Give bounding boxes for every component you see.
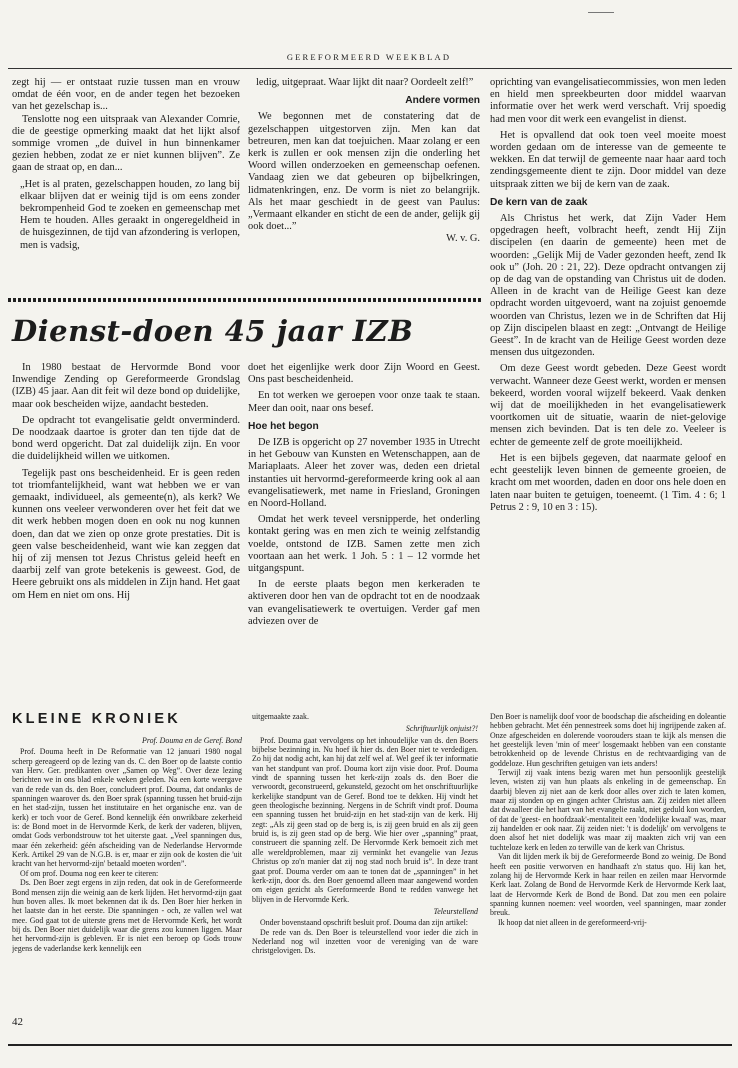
header-rule [8,68,732,69]
paragraph: Het is opvallend dat ook toen veel moeite moest worden gedaan om de interesse van de gemeente te wekken. En dat terwijl de gemeente naar haar aard toch zendingsgemeente dient te zijn. Door middel van deze uitspraak zitten we bij de kern van de zaak. [490,129,726,190]
section-heading: Hoe het begon [248,420,319,432]
paragraph: En tot werken we geroepen voor onze taak te staan. Meer dan ooit, naar ons besef. [248,390,480,414]
paragraph: Ik hoop dat niet alleen in de gereformeerd-vrij- [498,917,647,927]
decorative-divider [8,298,482,302]
izb-col2 [248,362,480,707]
paragraph: In de eerste plaats begon men kerkeraden te aktiveren door hen van de opdracht tot en de noodzaak van evangelisatiewerk te overtuigen. Verder gaf men adviezen over de [248,579,480,627]
paragraph: Onder bovenstaand opschrift besluit prof. Douma dan zijn artikel: [260,918,468,928]
kroniek-col2 [252,712,478,1012]
paragraph: Tegelijk past ons bescheidenheid. Er is geen reden tot triomfantelijkheid, want wat hebben we er van gemaakt, individueel, als gemeente(n), als kerk? We kunnen ons veeleer verwonderen over het feit dat we dit werk hebben mogen doen en ook nu nog kunnen doen, dan dat we zien op onze grote prestaties. Dit is geen valse bescheidenheid, want wie kan zeggen dat hij of zij mensen tot Jezus Christus geleid heeft en daarbij zelf van grote betekenis is geweest. God, de Heere gebruikt ons als middelen in Zijn hand. Het gaat om Hem en niet om ons. Hij [12,467,240,601]
paragraph: De IZB is opgericht op 27 november 1935 in Utrecht in het Gebouw van Kunsten en Wetenschappen, aan de Mariaplaats. Aleer het zover was, deden een drietal instanties uit hervormd-gereformeerde kring ook al aan evangelisatiewerk, met name in Friesland, Groningen en Noord-Holland. [248,437,480,510]
paragraph: ledig, uitgepraat. Waar lijkt dit naar? Oordeelt zelf!” [256,77,474,88]
paragraph: De rede van ds. Den Boer is teleurstellend voor ieder die zich in Nederland nog wil inzetten voor de vereniging van de ware christgelovigen. Ds. [252,927,478,956]
izb-col1 [12,362,240,707]
top-article-col2 [248,77,480,293]
paragraph: In 1980 bestaat de Hervormde Bond voor Inwendige Zending op Gereformeerde Grondslag (IZB) 45 jaar. Aan dit feit wil deze bond op duidelijke, maar ook bescheiden wijze, aandacht besteden. [12,362,240,410]
section-heading: Andere vormen [405,95,480,107]
paragraph: Tenslotte nog een uitspraak van Alexander Comrie, die de geestige opmerking maakt dat het lijkt alsof sommige vromen „de duivel in hun binnenkamer gezien hebben, zodat ze er niet kunnen blijven”. Ze gaan de straat op, en dan... [12,113,240,174]
paragraph: Prof. Douma gaat vervolgens op het inhoudelijke van ds. den Boers bijbelse bezinning in. Nu hoef ik hier ds. den Boer niet te verdedigen. Zo hij dat nodig acht, kan hij dat zelf wel af. Wel geef ik ter informatie van het standpunt van prof. Douma kort zijn visie door. Prof. Douma vindt de spanning tussen het kerk-zijn zoals ds. den Boer die verwoordt, geconstrueerd, gekunsteld, gezocht om het onschriftuurlijke kerkelijke standpunt van de Geref. Bond toe te dekken. Hij vindt het geen theologische bezinning. Nergens in de Schrift vindt prof. Douma een spanning tussen het bruid-zijn en het stad-zijn van de kerk. Hij zegt: „Als zij geen stad op de berg is, is zij geen bruid en als zij geen bruid is, is zij geen stad op de berg. Wie hier over „spanning” praat, construeert die spanning zelf. De Hervormde Kerk bemoeit zich met alle wereldproblemen, maar zij verminkt het evangelie van Jezus Christus op zo'n manier dat zij nog stad noch bruid is”. In deze trant gaat prof. Douma verder om aan te tonen dat de „spanningen” in het kerk-zijn, door ds. den Boer genoemd alleen maar aangewend worden om eigen gezicht als Gereformeerde Bond te redden vanwege het blijven in de Hervormde Kerk. [252,735,478,904]
paragraph: doet het eigenlijke werk door Zijn Woord en Geest. Ons past bescheidenheid. [248,362,480,386]
signature: W. v. G. [446,233,480,245]
kroniek-col3 [490,712,726,1012]
section-heading: Teleurstellend [433,906,478,916]
page-number: 42 [12,1016,23,1028]
paragraph: uitgemaakte zaak. [252,712,309,721]
top-article-col1 [12,77,240,293]
section-heading: Schriftuurlijk onjuist?! [405,724,478,734]
paragraph: Of om prof. Douma nog een keer te citeren: [20,868,159,878]
section-heading: De kern van de zaak [490,196,588,208]
paragraph: Den Boer is namelijk doof voor de boodschap die afscheiding en doleantie hebben gebracht. Met één pennestreek soms doet hij ingrijpende zaken af. Onze afgescheiden en dolerende voorouders staan te kijk als mensen die het geestelijk leven 'min of meer' losgemaakt hebben van een constante betrokkenheid op de levende Christus en de rechtvaardiging van de goddeloze. Hun geschriften getuigen van iets anders! [490,712,726,768]
paragraph: Omdat het werk teveel versnipperde, het onderling kontakt gering was en men zich te weinig zelfstandig voelde, ontstond de IZB. Samen zette men zich voortaan aan het werk. 1 Joh. 5 : 1 – 12 vormde het uitgangspunt. [248,514,480,575]
top-article-col3 [490,77,726,707]
bottom-rule [8,1044,732,1046]
paragraph: Prof. Douma heeft in De Reformatie van 12 januari 1980 nogal scherp gereageerd op de lezing van ds. C. den Boer op de laatste contio van Herv. Ger. predikanten over „Samen op Weg”. Over deze lezing berichten we in ons blad enkele weken geleden. Na een korte weergave van de rede van ds. den Boer, concludeert prof. Douma, dat ondanks de spanningen waarover ds. den Boer sprak (spanning tussen het bruid-zijn en het stad-zijn, tussen het institutaire en het organische enz. van de kerk) er toch voor de Geref. Bond kennelijk één onwrikbare zekerheid is: de Bond moet in de Hervormde Kerk, de kerk der vaderen, blijven, omdat Gods verbondstrouw tot het uiterste gaat. „Veel spanningen dus, maar één zekerheid: géén afscheiding van de Nederlandse Hervormde Kerk. Artikel 29 van de N.G.B. is er, maar er zijn ook de kosten die 'uit kracht van het hervormd-zijn' betaald moeten worden”. [12,747,242,869]
paragraph: Ds. Den Boer zegt ergens in zijn reden, dat ook in de Gereformeerde Bond mensen zijn die weinig aan de kerk lijden. Het hervormd-zijn gaat hun boven alles. Ik moet bekennen dat ik ds. Den Boer hier herken in het laatste dan in het eerste. Die spanningen - och, ze vallen wel wat mee. God gaat tot de uiterste grens met de Hervormde Kerk, het wordt bij ds. Den Boer niet duidelijk waar die grens zou kunnen liggen. Maar het hervormd-zijn is gebleven. Er is niet een beroep op Gods trouw jegens de vaderlandse kerk kennelijk een [12,878,242,953]
scan-mark [588,12,614,13]
paragraph: oprichting van evangelisatiecommissies, won men leden en hield men spreekbeurten door middel waarvan informatie over het werk werd verschaft. Vrij spoedig had men voor dit werk een evangelist in dienst. [490,77,726,125]
article-title: Dienst-doen 45 jaar IZB [12,314,414,348]
paragraph: We begonnen met de constatering dat de gezelschappen uitgestorven zijn. Men kan dat betreuren, men kan dat toejuichen. Maar zolang er een kerk is zullen er ook mensen zijn die onderling het Woord willen onderzoeken en gemeenschap oefenen. Vandaag zien we dat gebeuren op bijbelkringen, lidmatenkringen, enz. De vorm is niet zo belangrijk. Als het maar geschiedt in de geest van Paulus: „Vermaant elkander en sticht de een de ander, gelijk gij ook doet...” [248,111,480,233]
kroniek-col1 [12,733,242,1013]
paragraph: Terwijl zij vaak intens bezig waren met hun persoonlijk geestelijk leven, wisten zij van hun plaats als enkeling in de gemeenschap. En daarbij bleven zij niet aan de kerk door alles over zich te laten komen, maar zij stonden op en gingen achter Christus aan. Zij zeiden niet alleen dat dwaalleer die het hart van het evangelie raakt, niet geduld kon worden, of dat de 'geest- en hoofdzaak'-mentaliteit een 'dodelijke kwaal' was, maar zij handelden er ook naar. Zij zeiden niet: 't is dodelijk' om vervolgens te doen alsof het niet dodelijk was maar zij maakten zich vrij van een tuchteloze kerk en leden zo terwille van de kerk van Christus. [490,768,726,852]
paragraph: Het is een bijbels gegeven, dat naarmate geloof en echt geestelijk leven binnen de gemeente groeien, de kracht om met woorden, daden en door ons hele doen en laten naar buiten te getuigen, toeneemt. (1 Tim. 4 : 6; 1 Petrus 2 : 9, 10 en 3 : 15). [490,452,726,513]
paragraph: Om deze Geest wordt gebeden. Deze Geest wordt verwacht. Wanneer deze Geest werkt, worden er mensen bekeerd, worden vooral wijzelf bekeerd. Vaak denken wij dat de moeilijkheden in het evangelisatiewerk voortkomen uit de situatie, waarin de niet-gelovige mensen zich bevinden. Dat is ten dele zo. Veeleer is echter de gemeente zelf de grote moeilijkheid. [490,363,726,448]
paragraph: Van dit lijden merk ik bij de Gereformeerde Bond zo weinig. De Bond heeft een positie verworven en handhaaft z'n status quo. Hij kan het, zolang hij de Hervormde Kerk in haar reilen en zeilen maar Hervormde Kerk laat. Zolang de Bond de Hervormde Kerk de Hervormde Kerk laat, laat de Hervormde Kerk de Bond de Bond. Dat zou men een polaire spanning kunnen noemen: veel woorden, veel spanningen, maar zonder breuk. [490,852,726,918]
section-heading: Prof. Douma en de Geref. Bond [142,736,242,745]
running-header: GEREFORMEERD WEEKBLAD [286,52,452,62]
section-title: KLEINE KRONIEK [12,711,181,727]
paragraph: Als Christus het werk, dat Zijn Vader Hem opgedragen heeft, volbracht heeft, zendt Hij Zijn discipelen (en daarin de gemeente) heen met de woorden: „Gelijk Mij de Vader gezonden heeft, zend Ik ook u” (Joh. 20 : 21, 22). Deze opdracht ontvangen zij op de dag van de opstanding van Christus uit de doden. Alleen in de kracht van de Heilige Geest kan deze opdracht worden uitgevoerd, want na zojuist genoemde woorden van Christus, lezen we in de Schriften dat Hij op Zijn discipelen blaast en zegt: „Ontvangt de Heilige Geest”. In de kracht van de Heilige Geest worden deze mensen dus uitgezonden. [490,213,726,359]
quote: „Het is al praten, gezelschappen houden, zo lang bij elkaar blijven dat er weinig tijd is om eens zonder bekrompenheid God te zoeken en gemeenschap met Hem te houden. Alles geraakt in ongeregeldheid in de huisgezinnen, de tijd van afzondering is verlopen, men is vadsig, [20,178,240,251]
paragraph: De opdracht tot evangelisatie geldt onverminderd. De noodzaak daartoe is groter dan ten tijde dat de bond werd opgericht. Dat zal duidelijk zijn. En voor die duidelijkheid willen we uitkomen. [12,414,240,463]
paragraph: zegt hij — er ontstaat ruzie tussen man en vrouw omdat de één voor, en de ander tegen het bezoeken van het gezelschap is... [12,77,240,113]
